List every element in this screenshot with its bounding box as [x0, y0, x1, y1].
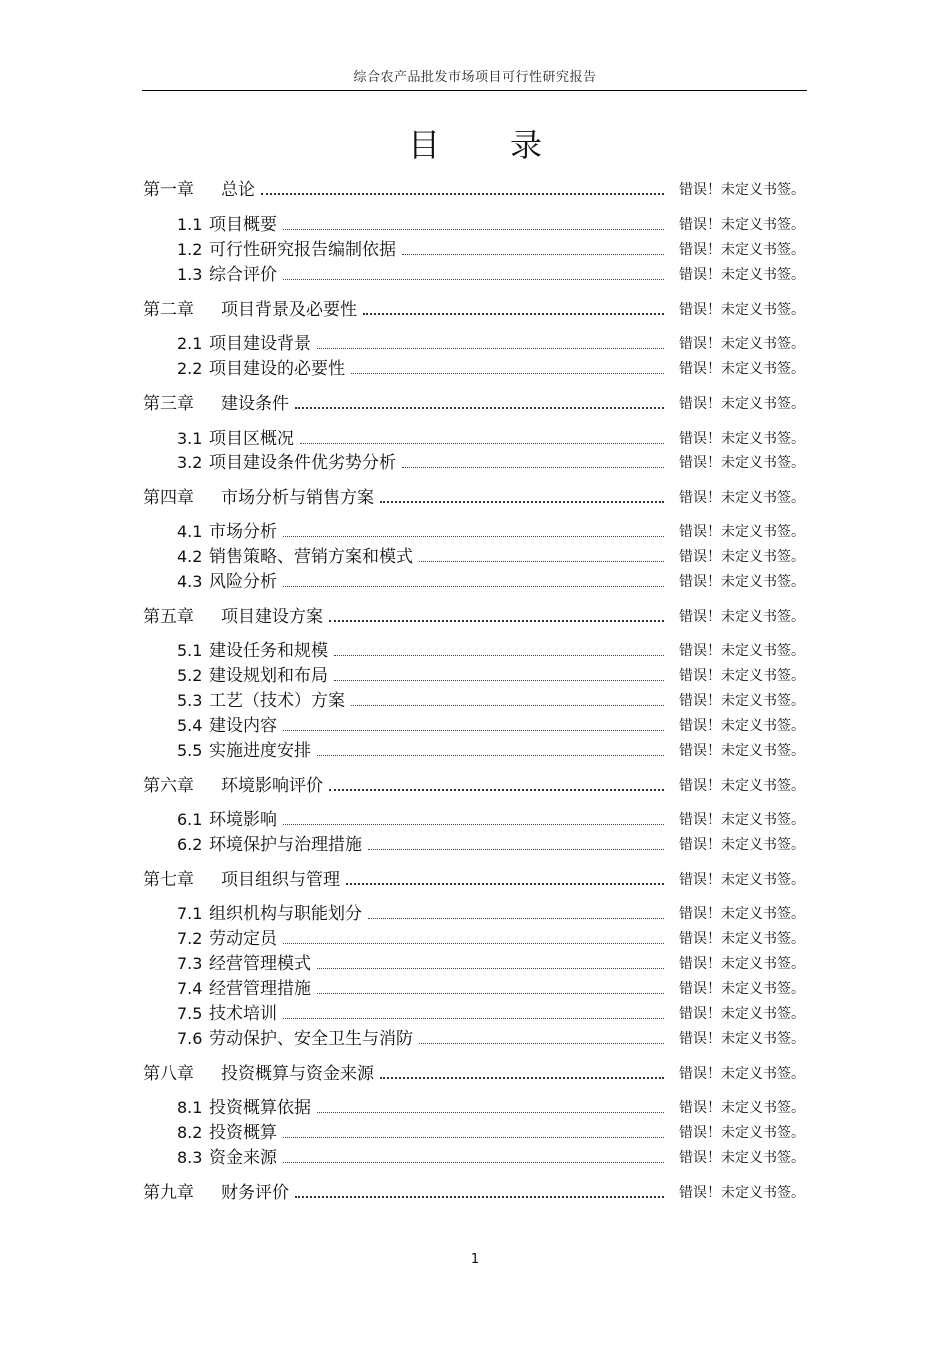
section-number: 7.1 — [177, 904, 203, 923]
page-reference: 错误！未定义书签。 — [679, 812, 805, 828]
section-title: 项目概要 — [209, 215, 277, 235]
section-number: 6.1 — [177, 810, 203, 829]
dot-leader — [283, 586, 664, 587]
page-reference: 错误！未定义书签。 — [679, 718, 805, 734]
toc-entry-label — [177, 835, 368, 855]
dot-leader — [261, 193, 664, 195]
toc-entry-label — [177, 429, 300, 449]
page-reference: 错误！未定义书签。 — [679, 336, 805, 352]
dot-leader — [283, 730, 664, 731]
page-reference: 错误！未定义书签。 — [679, 242, 805, 258]
dot-leader — [380, 1077, 664, 1079]
toc-chapter-entry[interactable] — [143, 772, 805, 796]
section-title: 组织机构与职能划分 — [209, 904, 362, 924]
toc-section-entry[interactable] — [177, 1094, 805, 1118]
toc-section-entry[interactable] — [177, 950, 805, 974]
page-reference: 错误！未定义书签。 — [679, 837, 805, 853]
toc-entry-label — [177, 1123, 283, 1143]
section-number: 1.3 — [177, 265, 203, 284]
toc-section-entry[interactable] — [177, 975, 805, 999]
toc-entry-label — [177, 1004, 283, 1024]
chapter-title: 项目建设方案 — [221, 607, 323, 627]
page-reference: 错误！未定义书签。 — [679, 361, 805, 377]
toc-entry-label — [177, 929, 283, 949]
toc-entry-label — [177, 453, 402, 473]
toc-section-entry[interactable] — [177, 737, 805, 761]
dot-leader — [283, 536, 664, 537]
toc-section-entry[interactable] — [177, 543, 805, 567]
dot-leader — [368, 918, 664, 919]
dot-leader — [402, 467, 664, 468]
toc-entry-label — [177, 240, 402, 260]
chapter-number: 第六章 — [143, 776, 194, 796]
section-title: 建设内容 — [209, 716, 277, 736]
toc-section-entry[interactable] — [177, 1144, 805, 1168]
section-title: 环境影响 — [209, 810, 277, 830]
dot-leader — [317, 755, 664, 756]
toc-entry-label — [177, 572, 283, 592]
section-number: 1.1 — [177, 215, 203, 234]
chapter-number: 第五章 — [143, 607, 194, 627]
toc-chapter-entry[interactable] — [143, 296, 805, 320]
toc-entry-label — [177, 716, 283, 736]
page-reference: 错误！未定义书签。 — [679, 182, 805, 198]
toc-entry-label — [143, 1183, 295, 1203]
page-reference: 错误！未定义书签。 — [679, 490, 805, 506]
toc-section-entry[interactable] — [177, 712, 805, 736]
section-number: 3.1 — [177, 429, 203, 448]
section-number: 7.4 — [177, 979, 203, 998]
section-title: 可行性研究报告编制依据 — [209, 240, 396, 260]
section-number: 4.3 — [177, 572, 203, 591]
section-title: 项目区概况 — [209, 429, 294, 449]
page-reference: 错误！未定义书签。 — [679, 302, 805, 318]
dot-leader — [295, 407, 664, 409]
page-reference: 错误！未定义书签。 — [679, 643, 805, 659]
section-title: 项目建设背景 — [209, 334, 311, 354]
section-number: 2.1 — [177, 334, 203, 353]
toc-section-entry[interactable] — [177, 425, 805, 449]
section-title: 投资概算 — [209, 1123, 277, 1143]
toc-entry-label — [177, 741, 317, 761]
page-reference: 错误！未定义书签。 — [679, 981, 805, 997]
section-title: 项目建设条件优劣势分析 — [209, 453, 396, 473]
section-number: 8.3 — [177, 1148, 203, 1167]
dot-leader — [283, 1137, 664, 1138]
section-title: 工艺（技术）方案 — [209, 691, 345, 711]
dot-leader — [300, 443, 664, 444]
toc-section-entry[interactable] — [177, 449, 805, 473]
toc-section-entry[interactable] — [177, 806, 805, 830]
toc-section-entry[interactable] — [177, 211, 805, 235]
section-title: 市场分析 — [209, 522, 277, 542]
chapter-number: 第四章 — [143, 488, 194, 508]
section-number: 6.2 — [177, 835, 203, 854]
section-title: 建设任务和规模 — [209, 641, 328, 661]
toc-entry-label — [177, 1148, 283, 1168]
page-reference: 错误！未定义书签。 — [679, 1100, 805, 1116]
section-number: 5.5 — [177, 741, 203, 760]
toc-chapter-entry[interactable] — [143, 484, 805, 508]
page-reference: 错误！未定义书签。 — [679, 524, 805, 540]
toc-chapter-entry[interactable] — [143, 603, 805, 627]
dot-leader — [380, 501, 664, 503]
chapter-number: 第一章 — [143, 180, 194, 200]
section-title: 资金来源 — [209, 1148, 277, 1168]
toc-section-entry[interactable] — [177, 355, 805, 379]
toc-entry-label — [177, 334, 317, 354]
page-reference: 错误！未定义书签。 — [679, 1031, 805, 1047]
toc-entry-label — [177, 666, 334, 686]
section-title: 建设规划和布局 — [209, 666, 328, 686]
dot-leader — [363, 313, 664, 315]
dot-leader — [402, 254, 664, 255]
section-number: 3.2 — [177, 453, 203, 472]
section-number: 8.2 — [177, 1123, 203, 1142]
dot-leader — [419, 1043, 664, 1044]
chapter-title: 建设条件 — [221, 394, 289, 414]
toc-entry-label — [177, 265, 283, 285]
chapter-title: 投资概算与资金来源 — [221, 1064, 374, 1084]
page-reference: 错误！未定义书签。 — [679, 1150, 805, 1166]
page-reference: 错误！未定义书签。 — [679, 609, 805, 625]
toc-entry-label — [143, 488, 380, 508]
toc-section-entry[interactable] — [177, 518, 805, 542]
toc-entry-label — [177, 810, 283, 830]
section-number: 5.1 — [177, 641, 203, 660]
page-reference: 错误！未定义书签。 — [679, 906, 805, 922]
page-reference: 错误！未定义书签。 — [679, 1185, 805, 1201]
toc-entry-label — [177, 954, 317, 974]
section-number: 7.5 — [177, 1004, 203, 1023]
chapter-title: 市场分析与销售方案 — [221, 488, 374, 508]
section-title: 销售策略、营销方案和模式 — [209, 547, 413, 567]
section-title: 项目建设的必要性 — [209, 359, 345, 379]
toc-section-entry[interactable] — [177, 1000, 805, 1024]
chapter-number: 第九章 — [143, 1183, 194, 1203]
toc-section-entry[interactable] — [177, 1025, 805, 1049]
section-number: 2.2 — [177, 359, 203, 378]
toc-entry-label — [143, 776, 329, 796]
dot-leader — [329, 789, 664, 791]
page-reference: 错误！未定义书签。 — [679, 217, 805, 233]
page-reference: 错误！未定义书签。 — [679, 574, 805, 590]
page-reference: 错误！未定义书签。 — [679, 1006, 805, 1022]
page-reference: 错误！未定义书签。 — [679, 267, 805, 283]
dot-leader — [283, 824, 664, 825]
running-header-title: 综合农产品批发市场项目可行性研究报告 — [353, 70, 597, 85]
toc-entry-label — [143, 300, 363, 320]
page-reference: 错误！未定义书签。 — [679, 956, 805, 972]
toc-entry-label — [143, 394, 295, 414]
toc-section-entry[interactable] — [177, 568, 805, 592]
toc-heading-char-2: 录 — [510, 126, 543, 164]
toc-entry-label — [177, 641, 334, 661]
toc-chapter-entry[interactable] — [143, 866, 805, 890]
toc-chapter-entry[interactable] — [143, 1179, 805, 1203]
toc-section-entry[interactable] — [177, 687, 805, 711]
section-title: 劳动保护、安全卫生与消防 — [209, 1029, 413, 1049]
toc-chapter-entry[interactable] — [143, 1060, 805, 1084]
dot-leader — [368, 849, 664, 850]
chapter-title: 环境影响评价 — [221, 776, 323, 796]
dot-leader — [283, 1162, 664, 1163]
dot-leader — [334, 655, 664, 656]
section-number: 8.1 — [177, 1098, 203, 1117]
dot-leader — [283, 279, 664, 280]
dot-leader — [317, 993, 664, 994]
section-title: 综合评价 — [209, 265, 277, 285]
section-number: 4.2 — [177, 547, 203, 566]
section-title: 劳动定员 — [209, 929, 277, 949]
dot-leader — [351, 705, 664, 706]
page-reference: 错误！未定义书签。 — [679, 549, 805, 565]
toc-entry-label — [177, 547, 419, 567]
page-reference: 错误！未定义书签。 — [679, 778, 805, 794]
dot-leader — [346, 883, 664, 885]
page-reference: 错误！未定义书签。 — [679, 1066, 805, 1082]
page-reference: 错误！未定义书签。 — [679, 396, 805, 412]
toc-chapter-entry[interactable] — [143, 390, 805, 414]
chapter-title: 总论 — [221, 180, 255, 200]
dot-leader — [295, 1196, 664, 1198]
section-number: 7.3 — [177, 954, 203, 973]
dot-leader — [283, 943, 664, 944]
dot-leader — [317, 348, 664, 349]
section-title: 风险分析 — [209, 572, 277, 592]
toc-section-entry[interactable] — [177, 831, 805, 855]
toc-entry-label — [177, 359, 351, 379]
section-number: 7.6 — [177, 1029, 203, 1048]
chapter-number: 第八章 — [143, 1064, 194, 1084]
chapter-title: 财务评价 — [221, 1183, 289, 1203]
chapter-title: 项目组织与管理 — [221, 870, 340, 890]
toc-entry-label — [143, 180, 261, 200]
section-number: 4.1 — [177, 522, 203, 541]
toc-section-entry[interactable] — [177, 900, 805, 924]
dot-leader — [283, 229, 664, 230]
section-number: 5.2 — [177, 666, 203, 685]
toc-section-entry[interactable] — [177, 261, 805, 285]
section-number: 1.2 — [177, 240, 203, 259]
section-title: 技术培训 — [209, 1004, 277, 1024]
toc-entry-label — [143, 607, 329, 627]
page-reference: 错误！未定义书签。 — [679, 668, 805, 684]
section-title: 投资概算依据 — [209, 1098, 311, 1118]
dot-leader — [317, 1112, 664, 1113]
toc-entry-label — [143, 1064, 380, 1084]
section-number: 5.3 — [177, 691, 203, 710]
toc-section-entry[interactable] — [177, 637, 805, 661]
section-number: 7.2 — [177, 929, 203, 948]
dot-leader — [419, 561, 664, 562]
toc-entry-label — [143, 870, 346, 890]
toc-section-entry[interactable] — [177, 662, 805, 686]
toc-entry-label — [177, 691, 351, 711]
toc-entry-label — [177, 904, 368, 924]
toc-entry-label — [177, 215, 283, 235]
chapter-number: 第三章 — [143, 394, 194, 414]
page-reference: 错误！未定义书签。 — [679, 872, 805, 888]
toc-heading-char-1: 目 — [407, 126, 440, 164]
dot-leader — [317, 968, 664, 969]
section-title: 环境保护与治理措施 — [209, 835, 362, 855]
toc-chapter-entry[interactable] — [143, 176, 805, 200]
toc-section-entry[interactable] — [177, 236, 805, 260]
toc-section-entry[interactable] — [177, 925, 805, 949]
chapter-title: 项目背景及必要性 — [221, 300, 357, 320]
toc-entry-label — [177, 1029, 419, 1049]
toc-entry-label — [177, 522, 283, 542]
section-title: 经营管理措施 — [209, 979, 311, 999]
dot-leader — [334, 680, 664, 681]
page-reference: 错误！未定义书签。 — [679, 743, 805, 759]
section-title: 实施进度安排 — [209, 741, 311, 761]
chapter-number: 第二章 — [143, 300, 194, 320]
page-number: 1 — [470, 1252, 480, 1267]
page-reference: 错误！未定义书签。 — [679, 693, 805, 709]
toc-section-entry[interactable] — [177, 1119, 805, 1143]
dot-leader — [329, 620, 664, 622]
chapter-number: 第七章 — [143, 870, 194, 890]
dot-leader — [351, 373, 664, 374]
page-reference: 错误！未定义书签。 — [679, 1125, 805, 1141]
section-title: 经营管理模式 — [209, 954, 311, 974]
section-number: 5.4 — [177, 716, 203, 735]
page-reference: 错误！未定义书签。 — [679, 455, 805, 471]
toc-entry-label — [177, 1098, 317, 1118]
toc-section-entry[interactable] — [177, 330, 805, 354]
page-reference: 错误！未定义书签。 — [679, 931, 805, 947]
toc-entry-label — [177, 979, 317, 999]
dot-leader — [283, 1018, 664, 1019]
page-reference: 错误！未定义书签。 — [679, 431, 805, 447]
